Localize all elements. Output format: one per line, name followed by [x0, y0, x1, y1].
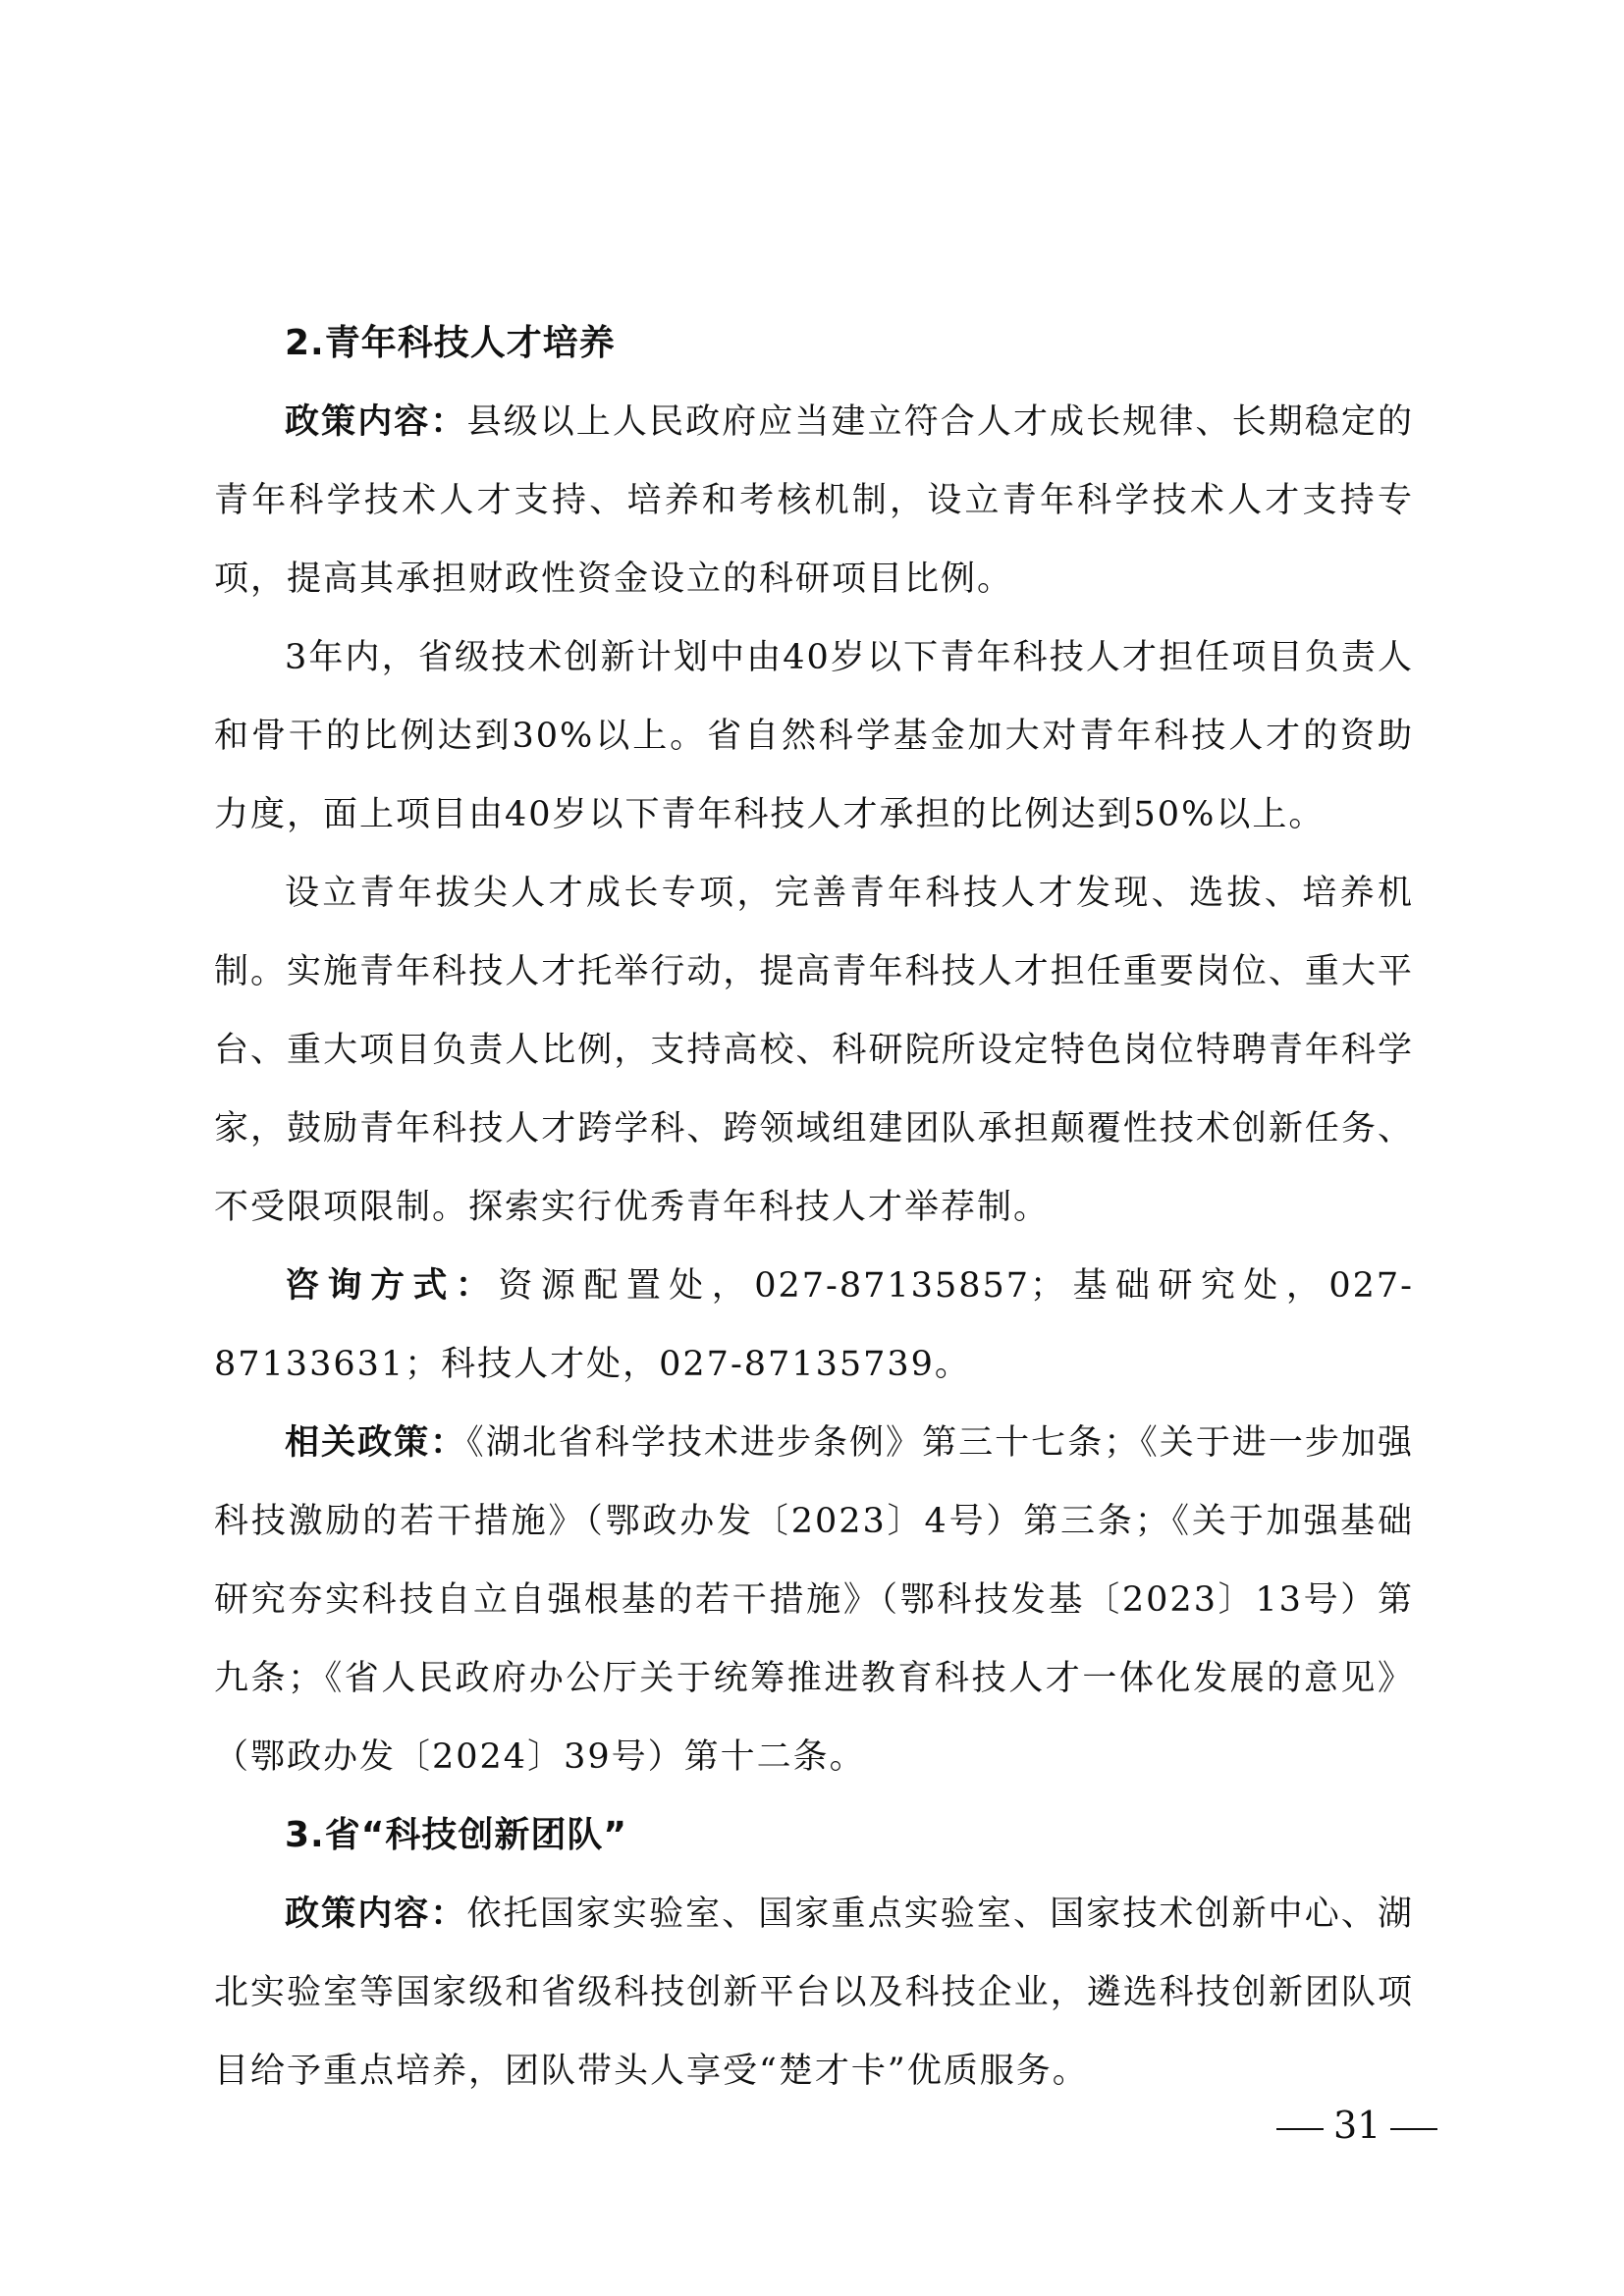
section-heading-innovation-team: 3.省“科技创新团队”	[285, 1815, 628, 1855]
page-number-dash-left	[1276, 2128, 1324, 2130]
related-policies-label: 相关政策：	[285, 1423, 467, 1463]
policy-content-paragraph	[214, 383, 1414, 618]
body-paragraph-ratio: 3年内，省级技术创新计划中由40岁以下青年科技人才担任项目负责人和骨干的比例达到30%以上。省自然科学基金加大对青年科技人才的资助力度，面上项目由40岁以下青年科技人才承担的比例达到50%以上。	[214, 638, 1414, 834]
section-heading-youth-talent: 2.青年科技人才培养	[285, 323, 616, 363]
body-paragraph-measures: 设立青年拔尖人才成长专项，完善青年科技人才发现、选拔、培养机制。实施青年科技人才托举行动，提高青年科技人才担任重要岗位、重大平台、重大项目负责人比例，支持高校、科研院所设定特色岗位特聘青年科学家，鼓励青年科技人才跨学科、跨领域组建团队承担颠覆性技术创新任务、不受限项限制。探索实行优秀青年科技人才举荐制。	[214, 874, 1414, 1227]
consultation-paragraph	[214, 1247, 1414, 1404]
page-number-dash-right	[1390, 2128, 1437, 2130]
related-policies-text: 《湖北省科学技术进步条例》第三十七条；《关于进一步加强科技激励的若干措施》（鄂政办发〔2023〕4号）第三条；《关于加强基础研究夯实科技自立自强根基的若干措施》（鄂科技发基〔2023〕13号）第九条；《省人民政府办公厅关于统筹推进教育科技人才一体化发展的意见》（鄂政办发〔2024〕39号）第十二条。	[214, 1423, 1414, 1777]
team-policy-content-label: 政策内容：	[285, 1895, 467, 1934]
team-policy-content-text: 依托国家实验室、国家重点实验室、国家技术创新中心、湖北实验室等国家级和省级科技创新平台以及科技企业，遴选科技创新团队项目给予重点培养，团队带头人享受“楚才卡”优质服务。	[214, 1895, 1414, 2091]
policy-content-label: 政策内容：	[285, 402, 467, 442]
consultation-label: 咨询方式：	[285, 1266, 499, 1306]
page-number: 31	[1333, 2104, 1381, 2147]
document-body	[214, 304, 1414, 2110]
page-number-footer	[1267, 2101, 1447, 2150]
team-policy-content-paragraph	[214, 1875, 1414, 2110]
policy-content-text: 县级以上人民政府应当建立符合人才成长规律、长期稳定的青年科学技术人才支持、培养和考核机制，设立青年科学技术人才支持专项，提高其承担财政性资金设立的科研项目比例。	[214, 402, 1414, 599]
related-policies-paragraph	[214, 1404, 1414, 1796]
consultation-text: 资源配置处，027-87135857；基础研究处，027-87133631；科技人才处，027-87135739。	[214, 1266, 1414, 1384]
